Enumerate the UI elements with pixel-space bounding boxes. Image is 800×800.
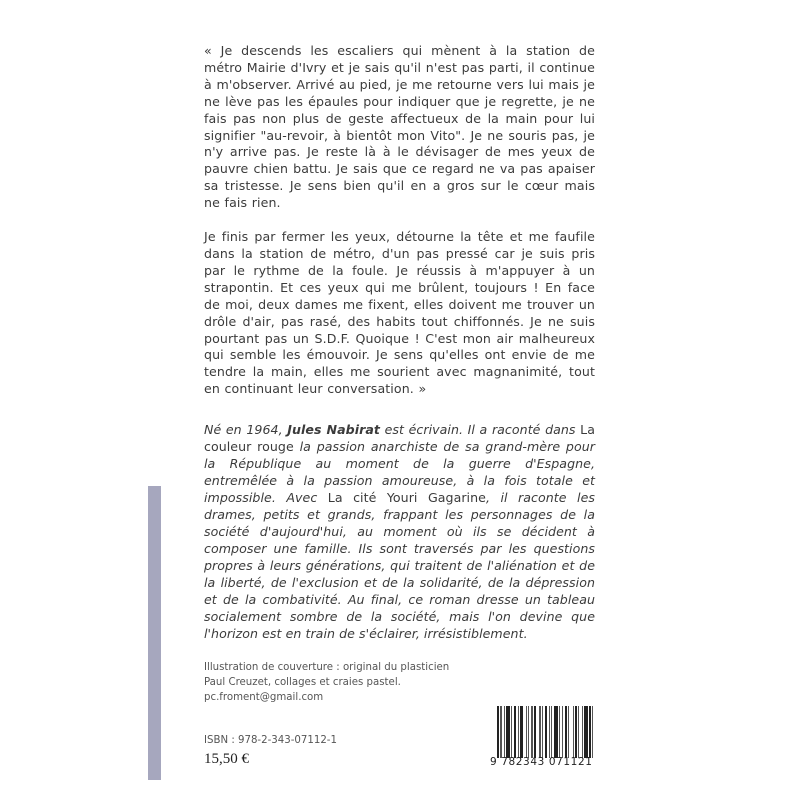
barcode	[497, 706, 595, 758]
cover-edge-bar	[148, 486, 161, 780]
book-title-2: La cité Youri Gagarine	[327, 490, 486, 505]
barcode-bar	[593, 706, 594, 758]
book-title-1: La couleur rouge	[204, 422, 596, 454]
excerpt-paragraph-1: « Je descends les escaliers qui mènent à la station de métro Mairie d'Ivry et je sais qu'il n'est pas parti, il continue à m'observer. Arrivé au pied, je me retourne vers lui mais je ne lève pas les épaules pour indiquer que je regrette, je ne fais pas non plus de geste affectueux de la main pour lui signifier "au-revoir, à bientôt mon Vito". Je ne souris pas, je n'y arrive pas. Je reste là à le dévisager de mes yeux de pauvre chien battu. Je sais que ce regard ne va pas apaiser sa tristesse. Je sens bien qu'il en a gros sur le cœur mais ne fais rien.	[204, 43, 595, 211]
bio-text: Né en 1964,	[204, 422, 288, 437]
bio-text: , il raconte les drames, petits et grands, frappant les personnages de la société d'aujourd'hui, au moment où ils se décident à composer une famille. Ils sont traversés par les questions propres à leurs générations, qui traitent de l'aliénation et de la liberté, de l'exclusion et de la solidarité, de la dépression et de la combativité. Au final, ce roman dresse un tableau socialement sombre de la société, mais l'on devine que l'horizon est en train de s'éclairer, irrésistiblement.	[204, 490, 595, 641]
credit-line: Paul Creuzet, collages et craies pastel.	[204, 676, 401, 688]
book-excerpt	[204, 43, 595, 415]
credit-line: Illustration de couverture : original du plasticien	[204, 662, 450, 673]
barcode-digits: 9 782343 071121	[490, 756, 593, 768]
isbn: ISBN : 978-2-343-07112-1	[204, 735, 337, 746]
credit-email: pc.froment@gmail.com	[204, 691, 324, 703]
author-name: Jules Nabirat	[287, 422, 380, 437]
cover-credits	[204, 661, 449, 705]
bio-text: est écrivain. Il a raconté dans	[379, 422, 581, 437]
bio-text: la passion anarchiste de sa grand-mère pour la République au moment de la guerre d'Espagne, entremêlée à la passion amoureuse, à la fois totale et impossible. Avec	[204, 439, 595, 505]
author-bio	[204, 421, 595, 642]
excerpt-paragraph-2: Je finis par fermer les yeux, détourne la tête et me faufile dans la station de métro, d'un pas pressé car je suis pris par le rythme de la foule. Je réussis à m'appuyer à un strapontin. Et ces yeux qui me brûlent, toujours ! En face de moi, deux dames me fixent, elles doivent me trouver un drôle d'air, pas rasé, des habits tout chiffonnés. Je ne suis pourtant pas un S.D.F. Quoique ! C'est mon air malheureux qui semble les émouvoir. Je sens qu'elles ont envie de me tendre la main, elles me sourient avec magnanimité, tout en continuant leur conversation. »	[204, 229, 595, 397]
price: 15,50 €	[204, 751, 249, 767]
